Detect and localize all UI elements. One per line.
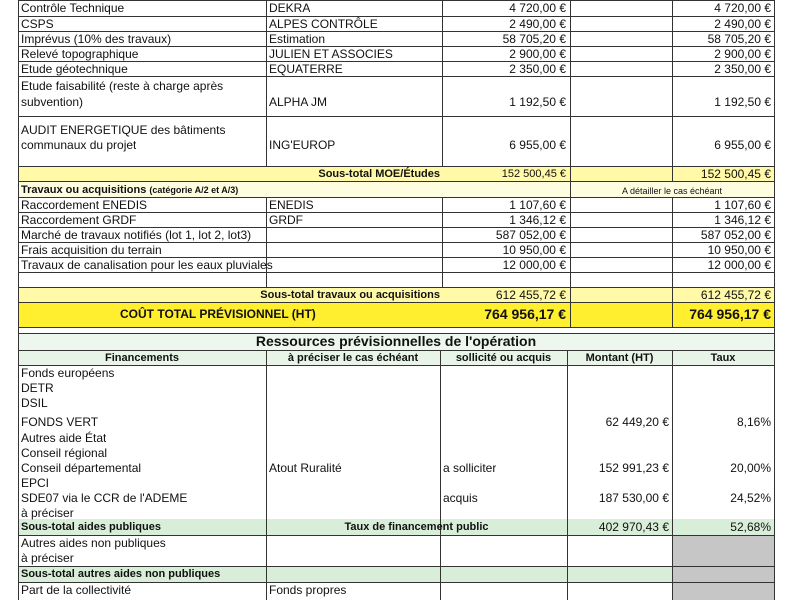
works-subtotal-amount-2: 612 455,72 € (700, 288, 771, 302)
header-amount: Montant (HT) (585, 352, 654, 364)
works-row-provider: GRDF (269, 213, 303, 227)
audit-amount-2: 6 955,00 € (714, 138, 771, 152)
works-row-amount-2: 587 052,00 € (700, 228, 771, 242)
resource-row-amount: 187 530,00 € (598, 491, 669, 505)
studies-subtotal-amount: 152 500,45 € (501, 168, 566, 180)
studies-row-amount: 2 490,00 € (509, 17, 566, 31)
resource-row-label: Fonds européens (21, 366, 115, 380)
works-row-amount: 1 107,60 € (509, 198, 566, 212)
works-row-amount: 12 000,00 € (502, 258, 566, 272)
studies-row-amount-2: 58 705,20 € (707, 32, 771, 46)
works-row-amount: 10 950,00 € (502, 243, 566, 257)
studies-row-amount-2: 2 900,00 € (714, 47, 771, 61)
studies-row-provider: Estimation (269, 32, 326, 46)
total-amount-2: 764 956,17 € (689, 306, 771, 322)
studies-row-provider: JULIEN ET ASSOCIES (269, 47, 393, 61)
private-row-2: à préciser (21, 551, 74, 565)
audit-label-2: communaux du projet (21, 138, 137, 152)
studies-subtotal-amount-2: 152 500,45 € (700, 167, 771, 181)
private-row-1: Autres aides non publiques (21, 536, 166, 550)
works-header (21, 183, 238, 197)
works-row-amount-2: 10 950,00 € (707, 243, 771, 257)
header-status: sollicité ou acquis (455, 352, 552, 364)
feasibility-label-2: subvention) (21, 95, 84, 109)
studies-row-amount: 58 705,20 € (502, 32, 566, 46)
public-subtotal-amount: 402 970,43 € (598, 520, 669, 534)
works-row-label: Travaux de canalisation pour les eaux pluviales (21, 258, 273, 272)
public-rate-label: Taux de financement public (344, 521, 489, 533)
studies-row-provider: EQUATERRE (269, 62, 343, 76)
collectivity-label: Part de la collectivité (21, 583, 132, 597)
works-subtotal-label: Sous-total travaux ou acquisitions (260, 289, 440, 301)
works-row-label: Raccordement GRDF (21, 213, 137, 227)
studies-row-amount: 2 900,00 € (509, 47, 566, 61)
works-row-amount-2: 12 000,00 € (707, 258, 771, 272)
feasibility-label-1: Etude faisabilité (reste à charge après (21, 79, 224, 93)
audit-label-1: AUDIT ENERGETIQUE des bâtiments (21, 123, 226, 137)
resource-row-specify: Atout Ruralité (269, 461, 342, 475)
resources-title: Ressources prévisionnelles de l'opération (255, 333, 537, 349)
studies-row-label: Etude géotechnique (21, 62, 128, 76)
resource-row-label: DSIL (21, 396, 48, 410)
feasibility-provider: ALPHA JM (269, 95, 328, 109)
studies-row-amount: 2 350,00 € (509, 62, 566, 76)
resource-row-amount: 152 991,23 € (598, 461, 669, 475)
resource-row-label: Conseil départemental (21, 461, 142, 475)
works-row-label: Marché de travaux notifiés (lot 1, lot 2, lot3) (21, 228, 252, 242)
studies-row-label: Relevé topographique (21, 47, 139, 61)
resource-row-rate: 8,16% (736, 415, 771, 429)
resource-row-label: Conseil régional (21, 446, 108, 460)
works-detail-note: A détailler le cas échéant (621, 186, 723, 196)
grey-filler (672, 535, 774, 600)
resource-row-label: à préciser (21, 506, 74, 520)
studies-row-provider: ALPES CONTRÔLE (269, 17, 378, 31)
resource-row-rate: 24,52% (730, 491, 771, 505)
resource-row-label: Autres aide État (21, 431, 107, 445)
resource-row-label: SDE07 via le CCR de l'ADEME (21, 491, 188, 505)
header-financing: Financements (105, 352, 179, 364)
resource-row-status: acquis (443, 491, 478, 505)
studies-row-amount: 4 720,00 € (509, 1, 566, 15)
public-subtotal-rate: 52,68% (730, 520, 771, 534)
audit-amount: 6 955,00 € (509, 138, 566, 152)
studies-row-label: Contrôle Technique (21, 1, 125, 15)
works-subtotal-amount: 612 455,72 € (495, 288, 566, 302)
private-subtotal-label: Sous-total autres aides non publiques (21, 568, 221, 580)
feasibility-amount-2: 1 192,50 € (714, 95, 771, 109)
total-label: COÛT TOTAL PRÉVISIONNEL (HT) (120, 307, 316, 321)
studies-subtotal-label: Sous-total MOE/Études (318, 168, 440, 180)
works-header-title: Travaux ou acquisitions (21, 184, 147, 196)
studies-row-label: CSPS (21, 17, 54, 31)
works-row-amount: 587 052,00 € (495, 228, 566, 242)
works-row-amount-2: 1 346,12 € (714, 213, 771, 227)
audit-provider: ING'EUROP (269, 138, 336, 152)
studies-row-provider: DEKRA (269, 1, 311, 15)
resource-row-rate: 20,00% (730, 461, 771, 475)
feasibility-amount: 1 192,50 € (509, 95, 566, 109)
header-specify: à préciser le cas échéant (287, 352, 419, 364)
total-amount: 764 956,17 € (484, 306, 566, 322)
resource-row-amount: 62 449,20 € (605, 415, 669, 429)
studies-row-label: Imprévus (10% des travaux) (21, 32, 172, 46)
works-header-note: (catégorie A/2 et A/3) (149, 185, 239, 195)
resource-row-label: FONDS VERT (21, 415, 99, 429)
studies-row-amount-2: 4 720,00 € (714, 1, 771, 15)
studies-row-amount-2: 2 350,00 € (714, 62, 771, 76)
works-row-label: Raccordement ENEDIS (21, 198, 148, 212)
collectivity-specify: Fonds propres (269, 583, 347, 597)
resource-row-status: a solliciter (443, 461, 497, 475)
public-subtotal-label: Sous-total aides publiques (21, 521, 161, 533)
works-row-provider: ENEDIS (269, 198, 314, 212)
works-row-label: Frais acquisition du terrain (21, 243, 162, 257)
resource-row-label: DETR (21, 381, 54, 395)
works-row-amount: 1 346,12 € (509, 213, 566, 227)
header-rate: Taux (710, 352, 736, 364)
resource-row-label: EPCI (21, 476, 50, 490)
works-row-amount-2: 1 107,60 € (714, 198, 771, 212)
studies-row-amount-2: 2 490,00 € (714, 17, 771, 31)
